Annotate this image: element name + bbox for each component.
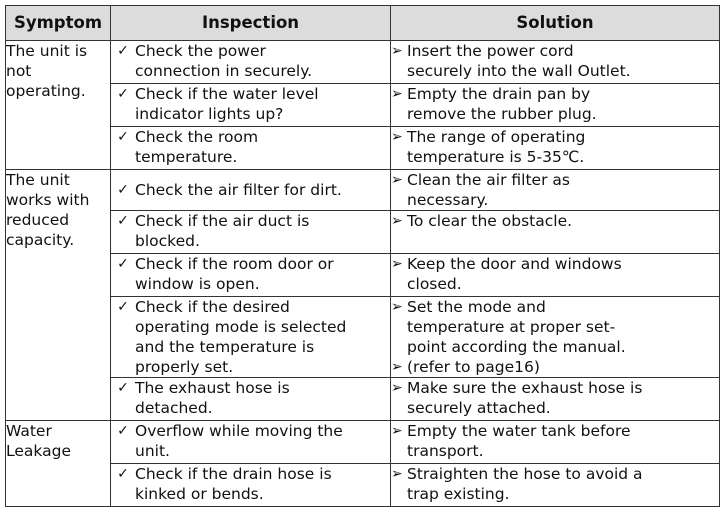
solution-item [391, 127, 719, 167]
text-line: remove the rubber plug. [407, 105, 597, 123]
check-icon: ✓ [117, 423, 129, 439]
inspection-text [135, 421, 390, 461]
inspection-text [135, 211, 390, 251]
text-line: temperature is 5-35℃. [407, 148, 585, 166]
solution-item [391, 84, 719, 124]
text-line: closed. [407, 275, 462, 293]
header-solution: Solution [391, 6, 720, 41]
inspection-item [111, 297, 390, 377]
text-line: Check if the drain hose is [135, 465, 332, 483]
solution-text [407, 254, 719, 294]
text-line: indicator lights up? [135, 105, 284, 123]
solution-item [391, 297, 719, 357]
solution-item [391, 211, 719, 231]
text-line: temperature. [135, 148, 238, 166]
check-icon: ✓ [117, 43, 129, 59]
check-icon: ✓ [117, 86, 129, 102]
text-line: Make sure the exhaust hose is [407, 379, 643, 397]
check-icon: ✓ [117, 256, 129, 272]
arrow-icon: ➢ [391, 213, 403, 229]
solution-text [407, 41, 719, 81]
text-line: Check if the air duct is [135, 212, 310, 230]
solution-cell [391, 297, 720, 378]
text-line: Check if the water level [135, 85, 319, 103]
text-line: securely into the wall Outlet. [407, 62, 631, 80]
check-icon: ✓ [117, 299, 129, 315]
text-line: properly set. [135, 358, 234, 376]
inspection-item [111, 254, 390, 294]
solution-item [391, 378, 719, 418]
solution-text [407, 170, 719, 210]
text-line: detached. [135, 399, 213, 417]
text-line: works with [6, 191, 90, 209]
check-icon: ✓ [117, 129, 129, 145]
check-icon: ✓ [117, 213, 129, 229]
troubleshooting-table [5, 5, 720, 507]
text-line: Insert the power cord [407, 42, 574, 60]
table-row [6, 297, 720, 378]
header-symptom: Symptom [6, 6, 111, 41]
arrow-icon: ➢ [391, 299, 403, 315]
text-line: window is open. [135, 275, 260, 293]
inspection-text [135, 464, 390, 504]
text-line: connection in securely. [135, 62, 313, 80]
inspection-text [135, 41, 390, 81]
inspection-cell [111, 254, 391, 297]
solution-item [391, 357, 719, 377]
solution-text [407, 127, 719, 167]
arrow-icon: ➢ [391, 172, 403, 188]
solution-cell [391, 170, 720, 211]
inspection-cell [111, 464, 391, 507]
table-row [6, 378, 720, 421]
text-line: To clear the obstacle. [407, 212, 573, 230]
solution-text [407, 84, 719, 124]
text-line: securely attached. [407, 399, 551, 417]
inspection-text [135, 84, 390, 124]
solution-text [407, 421, 719, 461]
solution-item [391, 464, 719, 504]
text-line: Empty the drain pan by [407, 85, 591, 103]
inspection-item [111, 378, 390, 418]
solution-cell [391, 254, 720, 297]
header-inspection: Inspection [111, 6, 391, 41]
inspection-text [135, 127, 390, 167]
solution-text [407, 211, 719, 231]
header-row [6, 6, 720, 41]
table-row [6, 421, 720, 464]
inspection-item [111, 421, 390, 461]
table-row [6, 211, 720, 254]
inspection-cell [111, 170, 391, 211]
table-row [6, 84, 720, 127]
solution-cell [391, 84, 720, 127]
check-icon: ✓ [117, 380, 129, 396]
inspection-text [135, 378, 390, 418]
inspection-item [111, 84, 390, 124]
table-row [6, 464, 720, 507]
solution-item [391, 421, 719, 461]
table-row [6, 127, 720, 170]
symptom-cell [6, 170, 111, 421]
text-line: and the temperature is [135, 338, 315, 356]
table-row [6, 170, 720, 211]
inspection-cell [111, 378, 391, 421]
inspection-text [135, 254, 390, 294]
solution-cell [391, 421, 720, 464]
inspection-item [111, 464, 390, 504]
solution-text [407, 378, 719, 418]
text-line: reduced [6, 211, 70, 229]
text-line: Clean the air filter as [407, 171, 570, 189]
text-line: not [6, 62, 32, 80]
check-icon: ✓ [117, 182, 129, 198]
inspection-item [111, 180, 390, 200]
text-line: capacity. [6, 231, 75, 249]
text-line: (refer to page16) [407, 358, 540, 376]
inspection-text [135, 297, 390, 377]
arrow-icon: ➢ [391, 43, 403, 59]
text-line: Overflow while moving the [135, 422, 343, 440]
arrow-icon: ➢ [391, 380, 403, 396]
arrow-icon: ➢ [391, 129, 403, 145]
arrow-icon: ➢ [391, 359, 403, 375]
text-line: The unit is [6, 42, 88, 60]
solution-cell [391, 378, 720, 421]
check-icon: ✓ [117, 466, 129, 482]
solution-cell [391, 211, 720, 254]
inspection-item [111, 41, 390, 81]
arrow-icon: ➢ [391, 256, 403, 272]
arrow-icon: ➢ [391, 423, 403, 439]
text-line: The unit [6, 171, 70, 189]
text-line: The exhaust hose is [135, 379, 290, 397]
inspection-item [111, 127, 390, 167]
inspection-cell [111, 84, 391, 127]
inspection-cell [111, 421, 391, 464]
text-line: unit. [135, 442, 170, 460]
inspection-cell [111, 41, 391, 84]
solution-text [407, 297, 719, 357]
inspection-cell [111, 127, 391, 170]
text-line: blocked. [135, 232, 200, 250]
text-line: Set the mode and [407, 298, 546, 316]
text-line: The range of operating [407, 128, 586, 146]
solution-item [391, 170, 719, 210]
text-line: Check the room [135, 128, 259, 146]
solution-item [391, 254, 719, 294]
inspection-text [135, 180, 390, 200]
arrow-icon: ➢ [391, 466, 403, 482]
table-row [6, 254, 720, 297]
text-line: Water [6, 422, 52, 440]
text-line: Keep the door and windows [407, 255, 622, 273]
text-line: Check the air filter for dirt. [135, 181, 342, 199]
inspection-item [111, 211, 390, 251]
text-line: Straighten the hose to avoid a [407, 465, 643, 483]
text-line: Check if the room door or [135, 255, 334, 273]
solution-text [407, 357, 719, 377]
symptom-cell [6, 41, 111, 170]
text-line: temperature at proper set- [407, 318, 616, 336]
symptom-cell [6, 421, 111, 507]
text-line: operating mode is selected [135, 318, 347, 336]
solution-cell [391, 464, 720, 507]
text-line: point according the manual. [407, 338, 626, 356]
arrow-icon: ➢ [391, 86, 403, 102]
solution-cell [391, 41, 720, 84]
text-line: Check if the desired [135, 298, 290, 316]
text-line: Leakage [6, 442, 71, 460]
text-line: transport. [407, 442, 484, 460]
solution-cell [391, 127, 720, 170]
inspection-cell [111, 297, 391, 378]
text-line: trap existing. [407, 485, 510, 503]
solution-text [407, 464, 719, 504]
text-line: Empty the water tank before [407, 422, 631, 440]
table-row [6, 41, 720, 84]
text-line: kinked or bends. [135, 485, 264, 503]
table-body [6, 41, 720, 507]
solution-item [391, 41, 719, 81]
text-line: necessary. [407, 191, 489, 209]
inspection-cell [111, 211, 391, 254]
text-line: Check the power [135, 42, 266, 60]
text-line: operating. [6, 82, 86, 100]
